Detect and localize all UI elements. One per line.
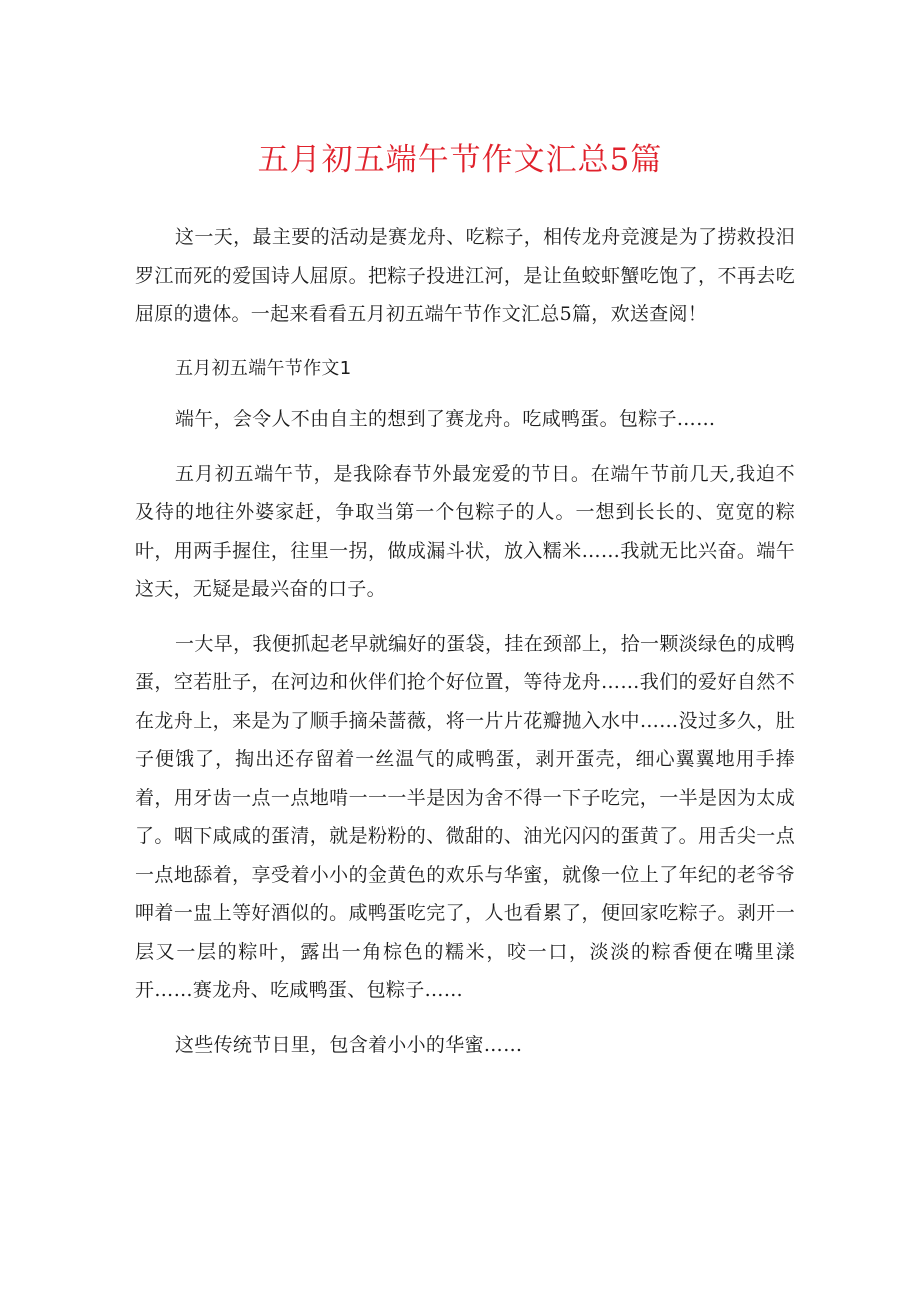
document-body [135,218,795,1080]
body-paragraph: 这些传统节日里，包含着小小的华蜜…… [175,1033,523,1056]
body-paragraph: 端午，会令人不由自主的想到了赛龙舟。吃咸鸭蛋。包粽子…… [175,408,716,430]
section-heading: 五月初五端午节作文1 [175,357,352,379]
document-title: 五月初五端午节作文汇总5篇 [257,142,663,178]
body-paragraph: 一大早，我便抓起老早就编好的蛋袋，挂在颈部上，拾一颗淡绿色的成鸭蛋，空若肚子，在河边和伙伴们抢个好位置，等待龙舟……我们的爱好自然不在龙舟上，来是为了顺手摘朵蔷薇，将一片片花瓣抛入水中……没过多久，肚子便饿了，掏出还存留着一丝温气的咸鸭蛋，剥开蛋壳，细心翼翼地用手捧着，用牙齿一点一点地啃一一一半是因为舍不得一下子吃完，一半是因为太成了。咽下咸咸的蛋清，就是粉粉的、微甜的、油光闪闪的蛋黄了。用舌尖一点一点地舔着，享受着小小的金黄色的欢乐与华蜜，就像一位上了年纪的老爷爷呷着一盅上等好酒似的。咸鸭蛋吃完了，人也看累了，便回家吃粽子。剥开一层又一层的粽叶，露出一角棕色的糯米，咬一口，淡淡的粽香便在嘴里漾开……赛龙舟、吃咸鸭蛋、包粽子…… [135,632,795,1001]
body-paragraph: 五月初五端午节，是我除春节外最宠爱的节日。在端午节前几天,我迫不及待的地往外婆家赶，争取当第一个包粽子的人。一想到长长的、宽宽的粽叶，用两手握住，往里一拐，做成漏斗状，放入糯米……我就无比兴奋。端午这天，无疑是最兴奋的口子。 [135,462,795,600]
intro-paragraph: 这一天，最主要的活动是赛龙舟、吃粽子，相传龙舟竞渡是为了捞救投汨罗江而死的爱国诗人屈原。把粽子投进江河，是让鱼蛟虾蟹吃饱了，不再去吃屈原的遗体。一起来看看五月初五端午节作文汇总5篇，欢送查阅！ [135,226,795,325]
